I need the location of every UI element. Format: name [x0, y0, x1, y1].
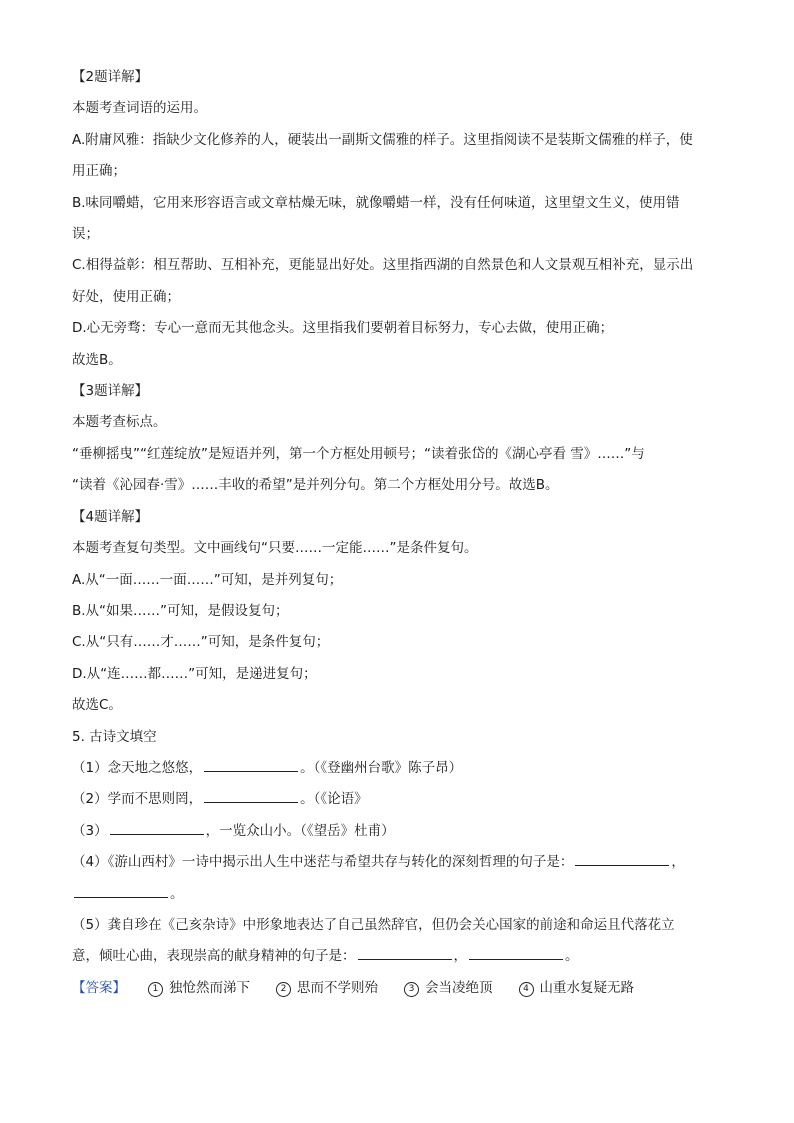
q2-option-a-line1: A.附庸风雅：指缺少文化修养的人，硬装出一副斯文儒雅的样子。这里指阅读不是装斯文儒雅的样子，使: [72, 131, 693, 148]
q5-item-5-line1: （5）龚自珍在《己亥杂诗》中形象地表达了自己虽然辞官，但仍会关心国家的前途和命运且代落花立: [72, 916, 675, 933]
q3-explanation-line1: “垂柳摇曳”“红莲绽放”是短语并列，第一个方框处用顿号；“读着张岱的《湖心亭看 雪》……”与: [72, 445, 645, 462]
answer-tag: 【答案】: [72, 979, 126, 996]
q3-explanation-line2: “读着《沁园春·雪》……丰收的希望”是并列分句。第二个方框处用分号。故选B。: [72, 477, 559, 494]
q5-item-1: [72, 753, 728, 784]
answer-item-2: [276, 973, 378, 1004]
answer-analysis: [72, 62, 728, 1004]
q5-item-1-suffix: 。（《登幽州台歌》陈子昂）: [300, 759, 463, 776]
q5-item-3: [72, 816, 728, 847]
q5-item-3-suffix: ，一览众山小。（《望岳》杜甫）: [205, 822, 395, 839]
circled-number: 3: [404, 982, 419, 997]
q2-option-c-line1: C.相得益彰：相互帮助、互相补充，更能显出好处。这里指西湖的自然景色和人文景观互相补充，显示出: [72, 257, 694, 274]
circled-number: 2: [276, 982, 291, 997]
q5-item-5-prefix: 意，倾吐心曲，表现崇高的献身精神的句子是：: [72, 948, 356, 965]
answer-text: 独怆然而涕下: [169, 979, 250, 996]
fill-blank: [358, 944, 452, 960]
q5-item-4-separator: ，: [671, 854, 685, 871]
answer-row: [72, 973, 728, 1004]
q4-option-b: B.从“如果……”可知，是假设复句；: [72, 602, 289, 619]
answer-item-1: [148, 973, 250, 1004]
fill-blank: [204, 787, 298, 803]
q2-option-b-line2: 误；: [72, 226, 99, 243]
q5-item-4: [72, 847, 728, 878]
q5-item-4-continued: [72, 879, 728, 910]
q2-intro: 本题考查词语的运用。: [72, 100, 207, 117]
fill-blank: [469, 944, 563, 960]
fill-blank: [74, 882, 168, 898]
q2-header: 【2题详解】: [72, 69, 149, 85]
q3-header: 【3题详解】: [72, 383, 149, 400]
q3-intro: 本题考查标点。: [72, 414, 167, 431]
q5-item-1-prefix: （1）念天地之悠悠，: [72, 759, 203, 776]
answer-item-3: [404, 973, 493, 1004]
answer-text: 会当凌绝顶: [425, 979, 493, 996]
q4-intro: 本题考查复句类型。文中画线句“只要……一定能……”是条件复句。: [72, 540, 478, 557]
q4-header: 【4题详解】: [72, 508, 149, 525]
q5-item-4-prefix: （4）《游山西村》一诗中揭示出人生中迷茫与希望共存与转化的深刻哲理的句子是：: [72, 854, 574, 871]
q2-option-c-line2: 好处，使用正确；: [72, 288, 180, 305]
q2-option-d: D.心无旁骛：专心一意而无其他念头。这里指我们要朝着目标努力，专心去做，使用正确；: [72, 320, 614, 337]
answer-text: 思而不学则殆: [297, 979, 378, 996]
fill-blank: [110, 819, 204, 835]
fill-blank: [575, 850, 669, 866]
q5-title: 5. 古诗文填空: [72, 728, 157, 745]
q5-item-3-prefix: （3）: [72, 822, 108, 839]
answer-text: 山重水复疑无路: [539, 979, 634, 996]
circled-number: 4: [519, 982, 534, 997]
q4-option-a: A.从“一面……一面……”可知，是并列复句；: [72, 571, 343, 588]
q5-item-5-line2: [72, 941, 728, 972]
q5-item-2-prefix: （2）学而不思则罔，: [72, 791, 203, 808]
q5-item-5-separator: ，: [453, 948, 467, 965]
fill-blank: [204, 756, 298, 772]
q2-conclusion: 故选B。: [72, 351, 122, 368]
q2-option-b-line1: B.味同嚼蜡，它用来形容语言或文章枯燥无味，就像嚼蜡一样，没有任何味道，这里望文生义，使用错: [72, 194, 680, 211]
circled-number: 1: [148, 982, 163, 997]
q2-option-a-line2: 用正确；: [72, 163, 126, 180]
answer-item-4: [519, 973, 635, 1004]
q4-option-d: D.从“连……都……”可知，是递进复句；: [72, 665, 317, 682]
q4-conclusion: 故选C。: [72, 697, 122, 714]
q5-item-5-end: 。: [565, 948, 579, 965]
q5-item-2: [72, 784, 728, 815]
q4-option-c: C.从“只有……才……”可知，是条件复句；: [72, 634, 330, 651]
q5-item-4-end: 。: [170, 885, 184, 902]
q5-item-2-suffix: 。（《论语》: [300, 791, 368, 808]
